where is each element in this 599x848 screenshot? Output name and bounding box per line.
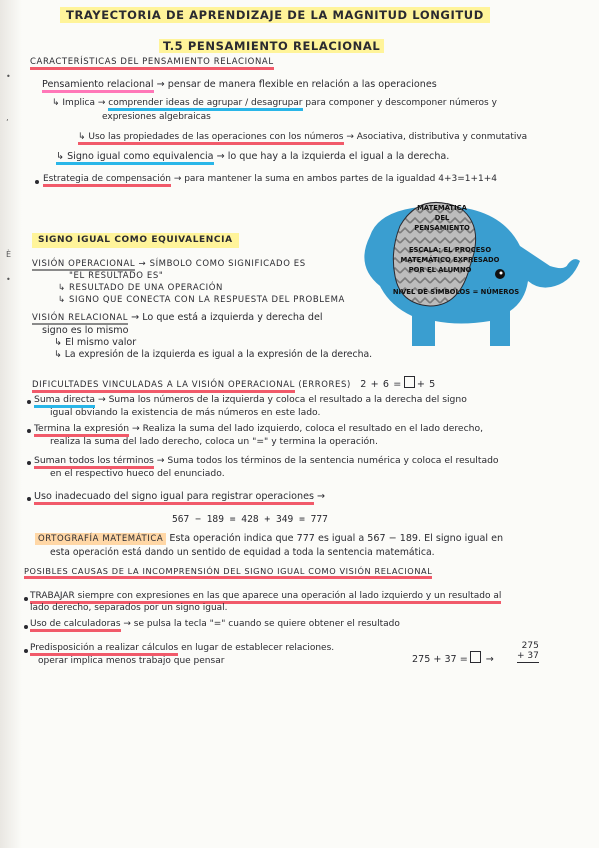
operacional-sub-2: ↳ SIGNO QUE CONECTA CON LA RESPUESTA DEL PROBLEMA: [58, 295, 345, 305]
cause-item: [30, 644, 334, 653]
signo-line: [56, 152, 449, 162]
difficulties-eq-left: 2 + 6 =: [360, 379, 402, 390]
side-eq-text: 275 + 37 =: [412, 654, 468, 665]
margin-mark: •: [6, 275, 11, 284]
elephant-line-1: MATEMÁTICA: [417, 204, 467, 212]
uso-line: [78, 133, 527, 142]
implies-line-2: expresiones algebraicas: [102, 112, 211, 122]
operacional-quote: "EL RESULTADO ES": [69, 271, 164, 281]
stack-top: 275: [521, 641, 539, 651]
stack-rule: [517, 662, 539, 663]
difficulties-heading: DIFICULTADES VINCULADAS A LA VISIÓN OPERACIONAL: [32, 380, 295, 393]
blank-box: [470, 651, 481, 663]
difficulty-term: Termina la expresión: [34, 423, 129, 437]
implies-lead: ↳ Implica →: [52, 98, 106, 108]
difficulty-item: [34, 395, 467, 405]
estrategia-equation: 4+3=1+1+4: [438, 174, 498, 184]
cause-text: en lugar de establecer relaciones.: [181, 643, 335, 653]
causes-heading: POSIBLES CAUSAS DE LA INCOMPRENSIÓN DEL SIGNO IGUAL COMO VISIÓN RELACIONAL: [24, 567, 432, 579]
uso-underlined: ↳ Uso las propiedades de las operaciones con los números: [78, 132, 344, 145]
difficulties-heading-line: [32, 376, 436, 390]
operacional-label: VISIÓN OPERACIONAL: [32, 259, 136, 269]
blank-box: [404, 376, 415, 388]
uso-text: → Asociativa, distributiva y conmutativa: [346, 132, 528, 142]
bullet: [27, 497, 31, 501]
difficulties-eq-right: + 5: [416, 379, 436, 390]
implies-line: [52, 99, 497, 108]
page-subtitle: T.5 PENSAMIENTO RELACIONAL: [159, 39, 384, 53]
difficulty-text-2: igual obviando la existencia de más números en este lado.: [50, 407, 321, 418]
bullet: [24, 649, 28, 653]
vertical-sum: [517, 641, 539, 663]
difficulty-text: →: [317, 491, 326, 502]
relacional-label: VISIÓN RELACIONAL: [32, 313, 129, 323]
eye-highlight: [500, 272, 503, 275]
difficulty-text: → Suma todos los términos de la sentencia numérica y coloca el resultado: [156, 455, 499, 466]
difficulty-item: [34, 492, 325, 502]
page-title: TRAYECTORIA DE APRENDIZAJE DE LA MAGNITUD LONGITUD: [60, 7, 490, 23]
elephant-line-7: NIVEL DE SÍMBOLOS = NÚMEROS: [392, 288, 520, 296]
margin-mark: ʼ: [6, 118, 9, 127]
relacional-sub-2: ↳ La expresión de la izquierda es igual a la expresión de la derecha.: [54, 349, 373, 360]
elephant-line-5: MATEMÁTICO EXPRESADO: [400, 256, 500, 264]
cause-item: [30, 620, 400, 629]
elephant-line-3: PENSAMIENTO: [414, 224, 470, 232]
stack-bottom: + 37: [517, 651, 539, 661]
bullet: [27, 461, 31, 465]
bullet: [24, 597, 28, 601]
cause-term: Uso de calculadoras: [30, 619, 121, 632]
bullet: [24, 625, 28, 629]
elephant-line-2: DEL: [434, 214, 450, 222]
difficulty-text-2: realiza la suma del lado derecho, coloca un "=" y termina la operación.: [50, 436, 378, 447]
operacional-sub-1: ↳ RESULTADO DE UNA OPERACIÓN: [58, 283, 223, 293]
elephant-line-6: POR EL ALUMNO: [408, 266, 472, 274]
margin-mark: •: [6, 72, 11, 81]
implies-underlined: comprender ideas de agrupar / desagrupar: [108, 98, 302, 111]
difficulty-text: → Realiza la suma del lado izquierdo, coloca el resultado en el lado derecho,: [132, 423, 483, 434]
relacional-sub-1: ↳ El mismo valor: [54, 337, 137, 348]
difficulties-heading-tail: (ERRORES): [298, 380, 351, 390]
bullet: [35, 180, 39, 184]
cause-text-2: operar implica menos trabajo que pensar: [38, 656, 225, 666]
difficulty-term: Uso inadecuado del signo igual para registrar operaciones: [34, 491, 314, 505]
signo-text: → lo que hay a la izquierda el igual a la derecha.: [216, 151, 450, 162]
cause-text-2: lado derecho, separados por un signo igual.: [30, 603, 228, 613]
section-heading-characteristics: CARACTERÍSTICAS DEL PENSAMIENTO RELACIONAL: [30, 58, 274, 70]
implies-text: para componer y descomponer números y: [305, 98, 497, 108]
signo-underlined: ↳ Signo igual como equivalencia: [56, 151, 214, 165]
difficulty-item: [34, 424, 483, 434]
definition-line: [42, 80, 437, 90]
bullet: [27, 429, 31, 433]
relacional-line: [32, 313, 323, 323]
ortografia-label: ORTOGRAFÍA MATEMÁTICA: [35, 533, 166, 545]
definition-text: → pensar de manera flexible en relación a las operaciones: [156, 79, 437, 90]
term-pensamiento-relacional: Pensamiento relacional: [42, 79, 154, 93]
difficulty-text-2: en el respectivo hueco del enunciado.: [50, 468, 225, 479]
side-equation: 275 + 37 = →: [412, 651, 494, 665]
difficulty-term: Suman todos los términos: [34, 455, 154, 469]
long-equation: 567 − 189 = 428 + 349 = 777: [172, 514, 328, 525]
section-heading-equivalence: SIGNO IGUAL COMO EQUIVALENCIA: [32, 233, 239, 248]
elephant-line-4: ESCALA: EL PROCESO: [408, 246, 492, 254]
ortografia-text-2: esta operación está dando un sentido de equidad a toda la sentencia matemática.: [50, 547, 435, 558]
margin-mark: È: [6, 250, 12, 259]
cause-term: TRABAJAR siempre con expresiones en las que aparece una operación al lado izquierdo y un resultado al: [30, 591, 501, 604]
elephant-illustration: [350, 196, 580, 356]
operacional-text: → SÍMBOLO COMO SIGNIFICADO ES: [138, 259, 306, 269]
estrategia-line: [43, 175, 497, 184]
cause-term: Predisposición a realizar cálculos: [30, 643, 178, 656]
estrategia-text: → para mantener la suma en ambos partes de la igualdad: [173, 174, 436, 184]
cause-text: → se pulsa la tecla "=" cuando se quiere obtener el resultado: [123, 619, 400, 629]
relacional-text-2: signo es lo mismo: [42, 325, 129, 336]
estrategia-underlined: Estrategia de compensación: [43, 174, 171, 187]
difficulty-text: → Suma los números de la izquierda y coloca el resultado a la derecha del signo: [97, 394, 467, 405]
difficulty-item: [34, 456, 499, 466]
difficulty-term: Suma directa: [34, 394, 95, 408]
relacional-text: → Lo que está a izquierda y derecha del: [131, 312, 323, 323]
page-binding-shadow: [0, 0, 22, 848]
ortografia-text: Esta operación indica que 777 es igual a 567 − 189. El signo igual en: [169, 533, 504, 544]
cause-item: [30, 592, 501, 601]
ortografia-line: [35, 534, 503, 544]
operacional-line: [32, 260, 306, 269]
bullet: [27, 400, 31, 404]
